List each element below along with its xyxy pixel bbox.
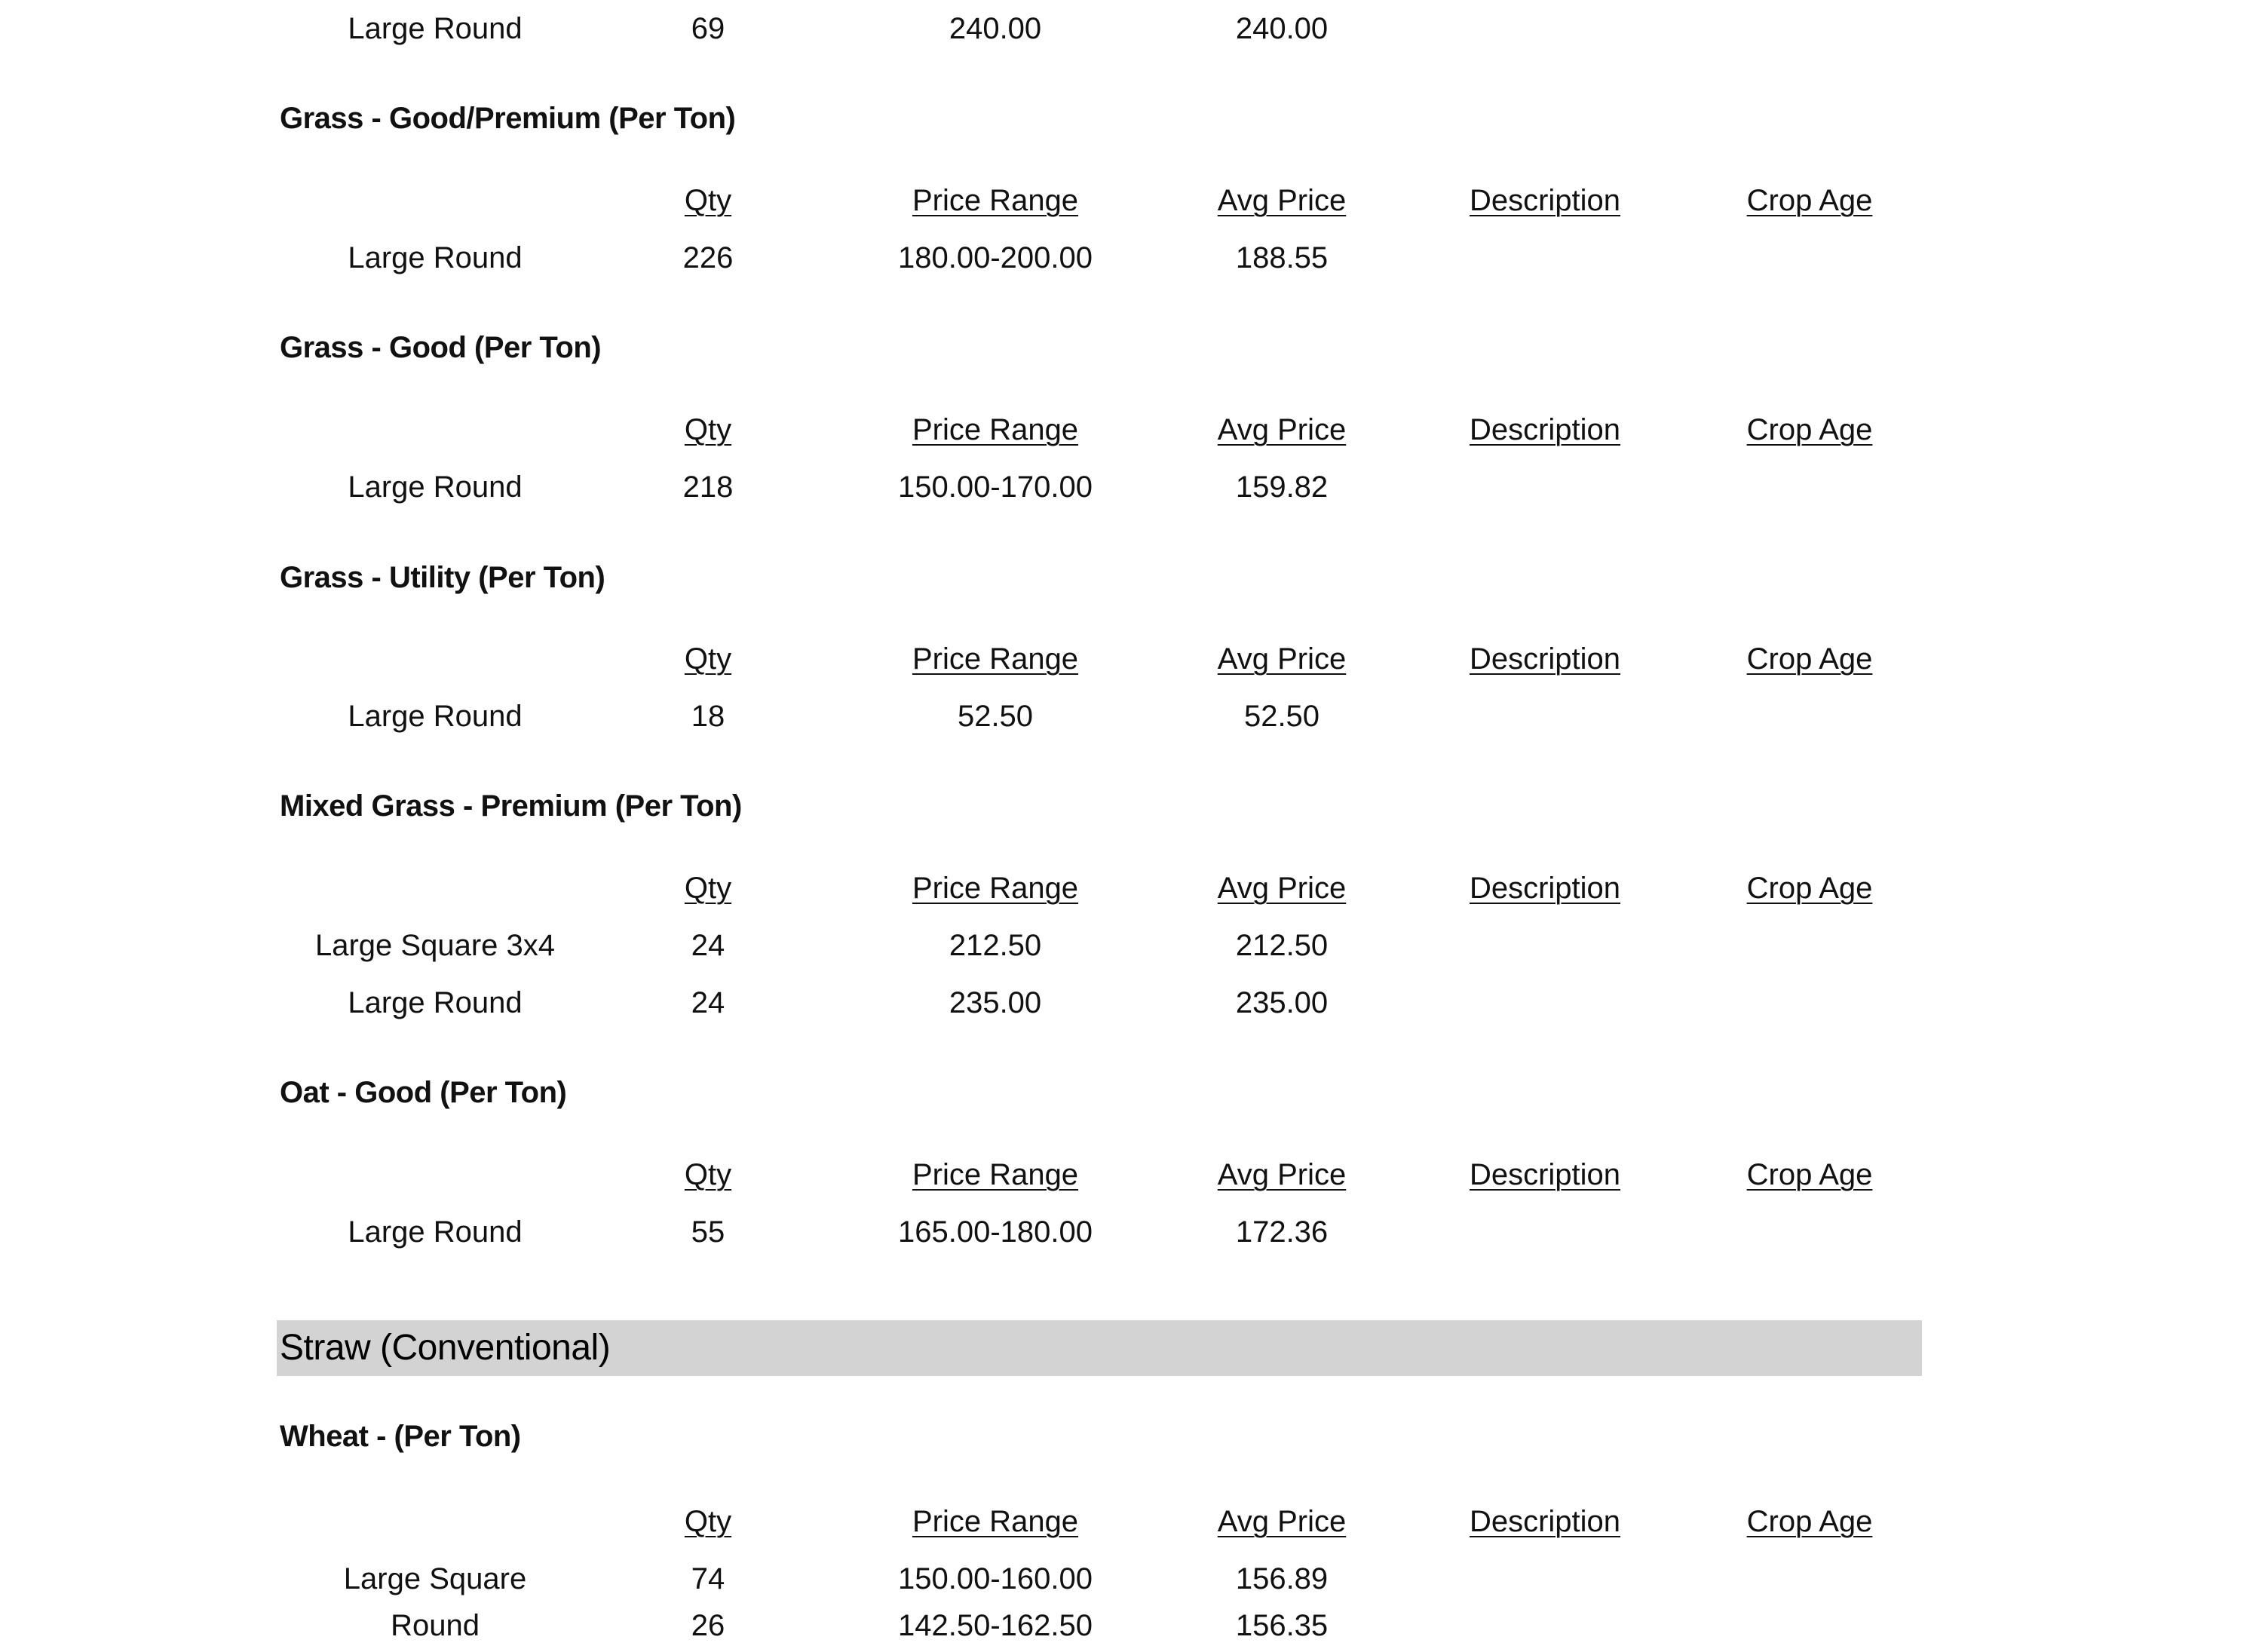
header-crop-age: Crop Age — [1746, 184, 1873, 217]
table-row — [0, 6, 2262, 51]
table-row — [0, 1209, 2262, 1255]
item-qty: 55 — [691, 1215, 725, 1249]
header-avg-price: Avg Price — [1217, 642, 1347, 676]
section-title: Mixed Grass - Premium (Per Ton) — [280, 789, 742, 823]
header-price-range: Price Range — [912, 184, 1079, 217]
column-header-row — [0, 1152, 2262, 1197]
column-header-row — [0, 1499, 2262, 1544]
table-row — [0, 923, 2262, 968]
category-title: Straw (Conventional) — [280, 1328, 611, 1368]
item-avg-price: 240.00 — [1235, 12, 1329, 45]
table-row — [0, 464, 2262, 510]
header-qty: Qty — [684, 413, 732, 446]
item-name: Large Round — [348, 470, 523, 504]
item-price-range: 235.00 — [949, 986, 1042, 1019]
item-price-range: 142.50-162.50 — [897, 1609, 1093, 1642]
item-name: Large Round — [348, 1215, 523, 1249]
header-price-range: Price Range — [912, 1505, 1079, 1538]
section-title: Grass - Utility (Per Ton) — [280, 561, 605, 594]
header-avg-price: Avg Price — [1217, 1158, 1347, 1191]
item-name: Large Square — [343, 1562, 527, 1595]
table-row — [0, 1556, 2262, 1601]
item-price-range: 150.00-170.00 — [897, 470, 1093, 504]
header-qty: Qty — [684, 1158, 732, 1191]
item-name: Large Square 3x4 — [314, 929, 556, 962]
item-avg-price: 188.55 — [1235, 241, 1329, 274]
table-row — [0, 694, 2262, 739]
header-qty: Qty — [684, 1505, 732, 1538]
item-qty: 24 — [691, 986, 725, 1019]
header-qty: Qty — [684, 642, 732, 676]
header-description: Description — [1469, 1158, 1621, 1191]
table-row — [0, 235, 2262, 280]
header-price-range: Price Range — [912, 642, 1079, 676]
column-header-row — [0, 636, 2262, 682]
header-crop-age: Crop Age — [1746, 1158, 1873, 1191]
header-crop-age: Crop Age — [1746, 1505, 1873, 1538]
item-price-range: 52.50 — [957, 700, 1034, 733]
item-avg-price: 52.50 — [1243, 700, 1320, 733]
item-price-range: 212.50 — [949, 929, 1042, 962]
item-qty: 24 — [691, 929, 725, 962]
table-row — [0, 980, 2262, 1025]
item-avg-price: 235.00 — [1235, 986, 1329, 1019]
header-price-range: Price Range — [912, 1158, 1079, 1191]
item-qty: 26 — [691, 1609, 725, 1642]
header-avg-price: Avg Price — [1217, 184, 1347, 217]
section-title: Oat - Good (Per Ton) — [280, 1076, 567, 1109]
header-qty: Qty — [684, 184, 732, 217]
item-avg-price: 156.89 — [1235, 1562, 1329, 1595]
item-qty: 226 — [682, 241, 734, 274]
item-name: Large Round — [348, 986, 523, 1019]
header-crop-age: Crop Age — [1746, 872, 1873, 905]
table-row — [0, 1603, 2262, 1648]
item-qty: 18 — [691, 700, 725, 733]
column-header-row — [0, 866, 2262, 911]
item-price-range: 240.00 — [949, 12, 1042, 45]
item-qty: 218 — [682, 470, 734, 504]
item-name: Large Round — [348, 12, 523, 45]
header-description: Description — [1469, 184, 1621, 217]
header-description: Description — [1469, 1505, 1621, 1538]
header-qty: Qty — [684, 872, 732, 905]
header-crop-age: Crop Age — [1746, 642, 1873, 676]
header-avg-price: Avg Price — [1217, 1505, 1347, 1538]
header-price-range: Price Range — [912, 872, 1079, 905]
item-name: Round — [391, 1609, 480, 1642]
column-header-row — [0, 178, 2262, 223]
header-crop-age: Crop Age — [1746, 413, 1873, 446]
item-avg-price: 172.36 — [1235, 1215, 1329, 1249]
item-qty: 74 — [691, 1562, 725, 1595]
header-avg-price: Avg Price — [1217, 872, 1347, 905]
header-description: Description — [1469, 413, 1621, 446]
header-price-range: Price Range — [912, 413, 1079, 446]
item-price-range: 150.00-160.00 — [897, 1562, 1093, 1595]
item-name: Large Round — [348, 241, 523, 274]
item-avg-price: 156.35 — [1235, 1609, 1329, 1642]
item-avg-price: 212.50 — [1235, 929, 1329, 962]
item-price-range: 165.00-180.00 — [897, 1215, 1093, 1249]
header-description: Description — [1469, 642, 1621, 676]
section-title: Wheat - (Per Ton) — [280, 1420, 521, 1453]
header-description: Description — [1469, 872, 1621, 905]
section-title: Grass - Good/Premium (Per Ton) — [280, 102, 736, 135]
section-title: Grass - Good (Per Ton) — [280, 331, 602, 364]
item-name: Large Round — [348, 700, 523, 733]
item-price-range: 180.00-200.00 — [897, 241, 1093, 274]
item-qty: 69 — [691, 12, 725, 45]
column-header-row — [0, 407, 2262, 452]
header-avg-price: Avg Price — [1217, 413, 1347, 446]
item-avg-price: 159.82 — [1235, 470, 1329, 504]
